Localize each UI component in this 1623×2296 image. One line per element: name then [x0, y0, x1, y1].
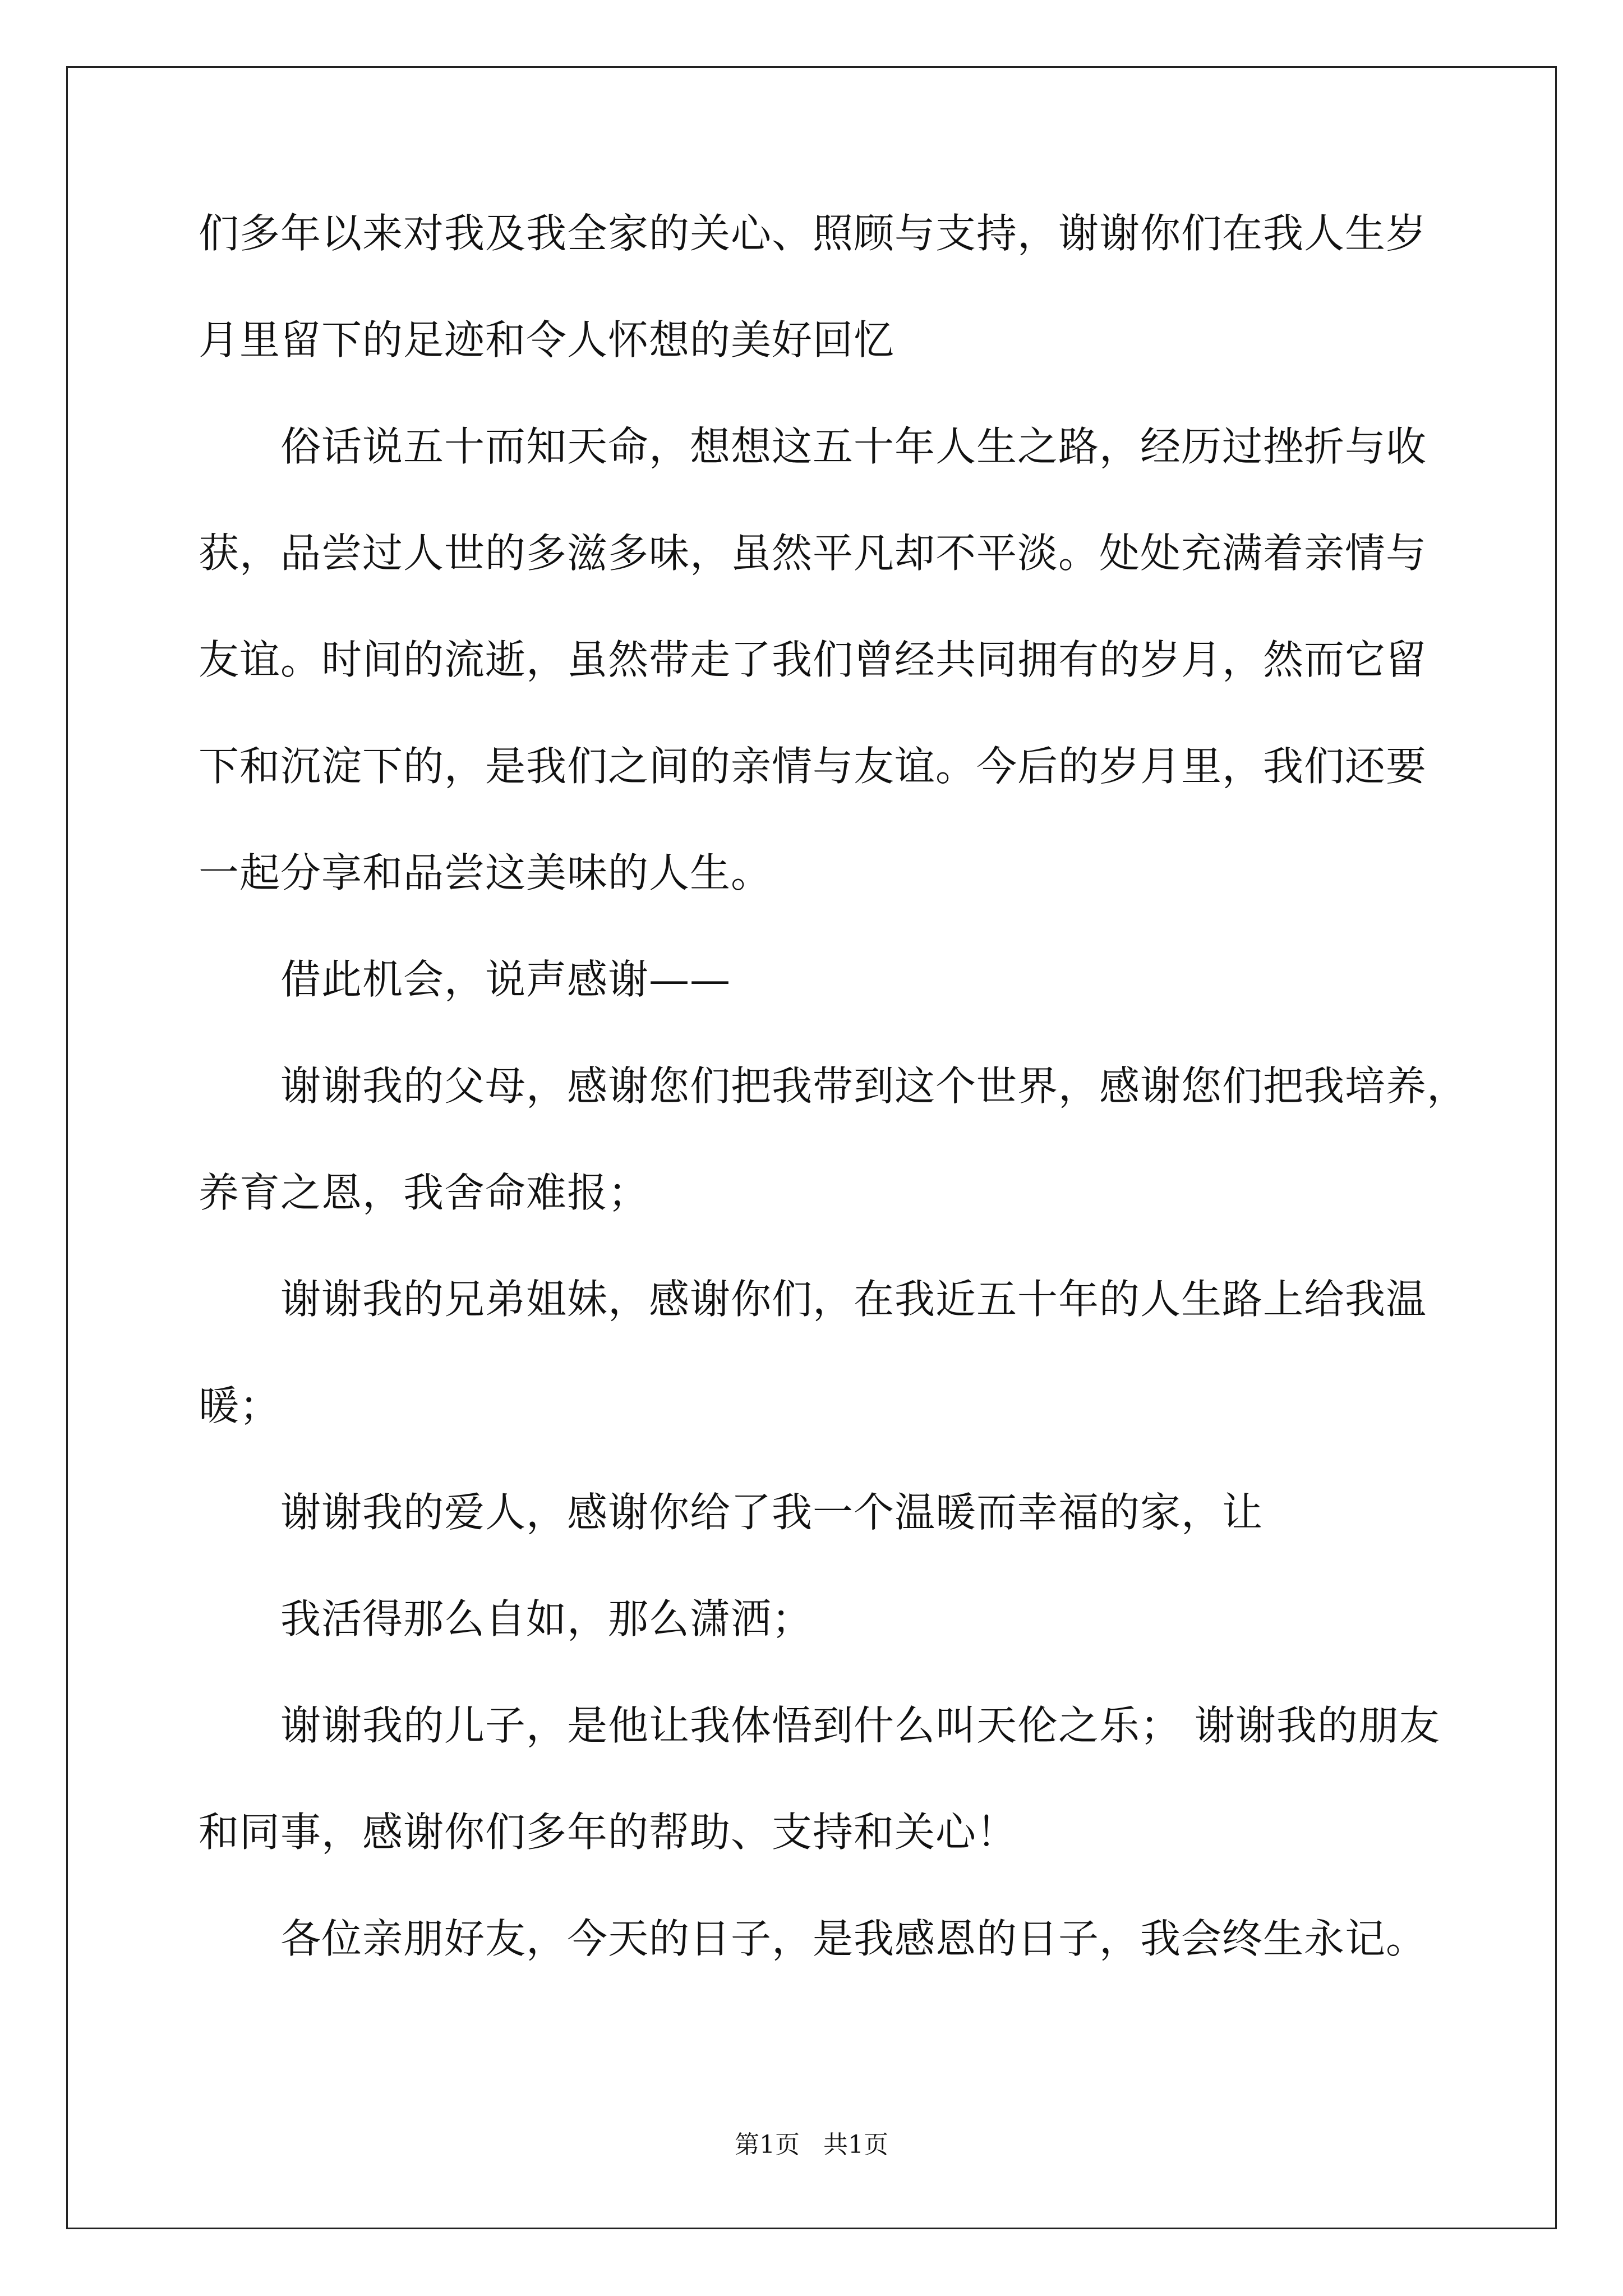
- text-line: 友谊。时间的流逝，虽然带走了我们曾经共同拥有的岁月，然而它留: [199, 636, 1427, 683]
- text-line: 谢谢我的父母，感谢您们把我带到这个世界，感谢您们把我培养，: [280, 1062, 1468, 1110]
- text-line: 养育之恩，我舍命难报；: [199, 1169, 649, 1216]
- text-line: 谢谢我的儿子，是他让我体悟到什么叫天伦之乐； 谢谢我的朋友: [280, 1702, 1440, 1749]
- page-number-footer: 第1页 共1页: [735, 2131, 888, 2159]
- text-line: 下和沉淀下的，是我们之间的亲情与友谊。今后的岁月里，我们还要: [199, 743, 1427, 790]
- text-line: 借此机会，说声感谢——: [280, 956, 731, 1003]
- text-line: 我活得那么自如，那么潇洒；: [280, 1595, 813, 1642]
- text-line: 各位亲朋好友，今天的日子，是我感恩的日子，我会终生永记。: [280, 1915, 1427, 1962]
- text-line: 获，品尝过人世的多滋多味，虽然平凡却不平淡。处处充满着亲情与: [199, 530, 1427, 577]
- text-line: 和同事，感谢你们多年的帮助、支持和关心！: [199, 1809, 1018, 1856]
- text-line: 俗话说五十而知天命，想想这五十年人生之路，经历过挫折与收: [280, 423, 1427, 470]
- page-border: [66, 66, 1557, 2229]
- text-line: 们多年以来对我及我全家的关心、照顾与支持，谢谢你们在我人生岁: [199, 210, 1427, 257]
- text-line: 月里留下的足迹和令人怀想的美好回忆: [199, 316, 895, 364]
- text-line: 谢谢我的爱人，感谢你给了我一个温暖而幸福的家，让: [280, 1489, 1264, 1536]
- text-line: 谢谢我的兄弟姐妹，感谢你们，在我近五十年的人生路上给我温: [280, 1276, 1427, 1323]
- text-line: 暖；: [199, 1382, 281, 1429]
- text-line: 一起分享和品尝这美味的人生。: [199, 849, 772, 896]
